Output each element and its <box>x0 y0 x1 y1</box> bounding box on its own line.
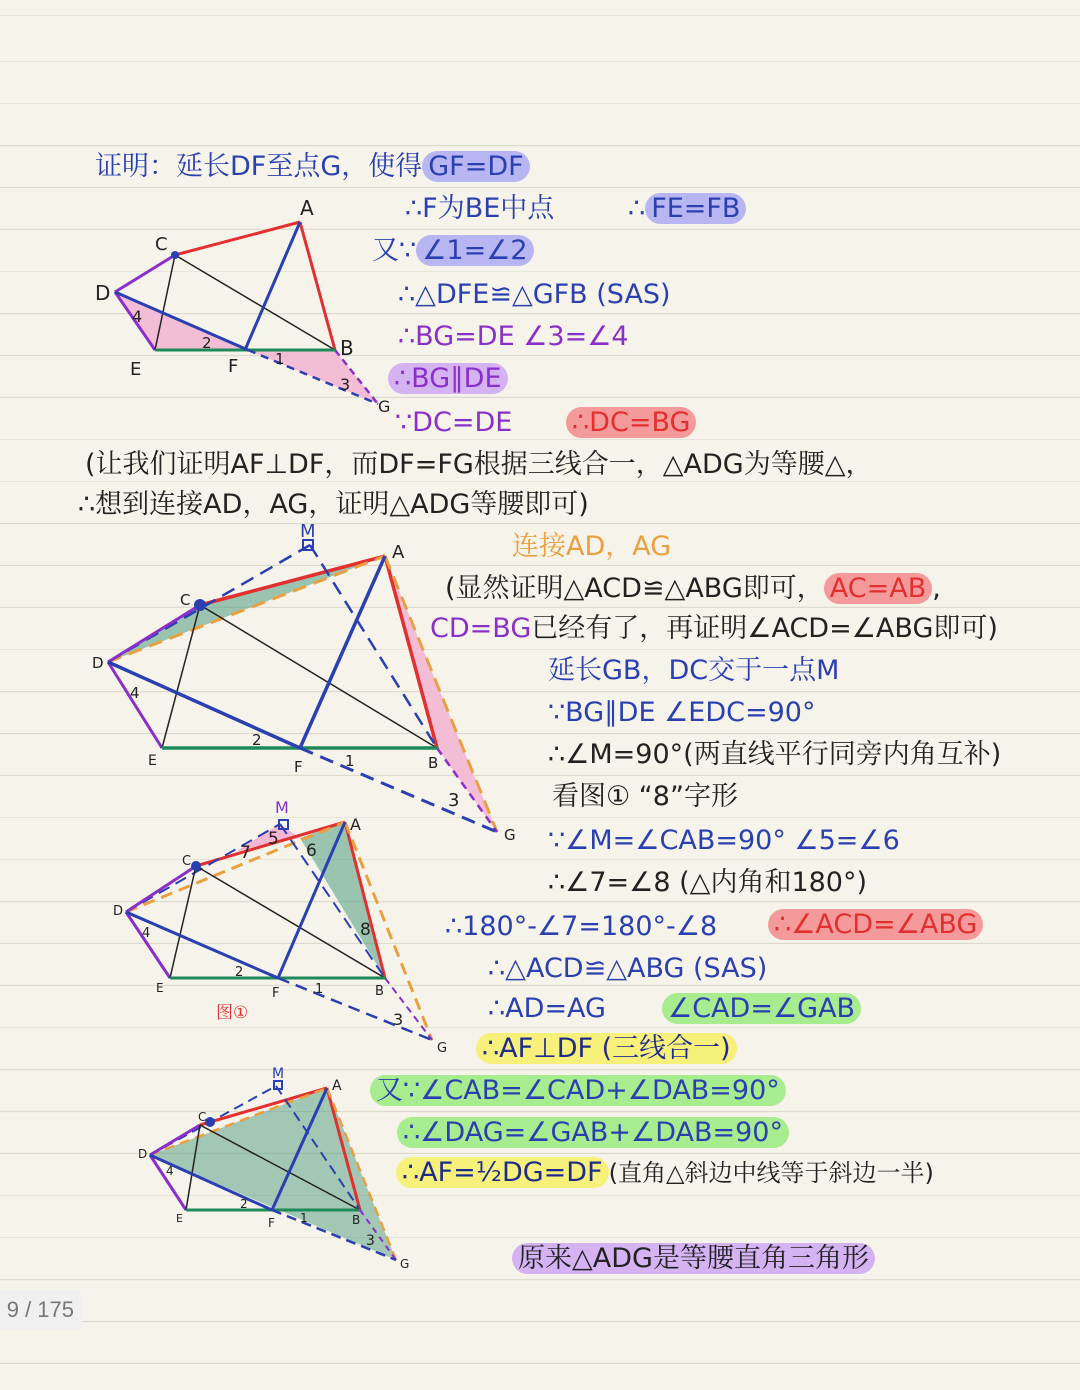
step2-line-2 <box>430 612 998 646</box>
fig3-label-c: C <box>182 854 192 869</box>
fig2-angle-4: 4 <box>130 684 140 702</box>
step2-line-11: ∴AD=AG <box>488 993 606 1024</box>
fig3-label-b: B <box>375 984 384 999</box>
proof-line-3 <box>372 234 534 268</box>
step2-line-14 <box>397 1116 789 1150</box>
fig4-label-g: G <box>400 1257 410 1271</box>
figure-1 <box>95 196 390 416</box>
fig1-label-e: E <box>130 359 142 380</box>
fig2-label-b: B <box>428 754 439 772</box>
step2-line-14-highlight: ∴∠DAG=∠GAB+∠DAB=90° <box>397 1117 789 1148</box>
step2-line-16 <box>512 1242 875 1276</box>
fig3-label-e: E <box>156 981 164 995</box>
step2-line-13 <box>370 1074 786 1108</box>
fig1-angle-3: 3 <box>340 375 351 394</box>
step2-line-12 <box>476 1032 737 1066</box>
step2-line-7: ∵∠M=∠CAB=90° ∠5=∠6 <box>548 825 900 856</box>
step2-line-16-highlight: 原来△ADG是等腰直角三角形 <box>512 1243 875 1274</box>
step2-line-1-text: (显然证明△ACD≌△ABG即可， <box>445 573 824 604</box>
proof-line-2a: ∴F为BE中点 <box>405 193 555 224</box>
note-line-2: ∴想到连接AD，AG，证明△ADG等腰即可) <box>78 489 589 520</box>
fig4-label-d: D <box>138 1147 148 1161</box>
figure-4 <box>138 1066 409 1271</box>
proof-line-4: ∴△DFE≌△GFB (SAS) <box>398 279 671 310</box>
step2-line-10: ∴△ACD≌△ABG (SAS) <box>488 953 768 984</box>
step2-line-15-text: (直角△斜边中线等于斜边一半) <box>608 1159 934 1187</box>
fig4-angle-1: 1 <box>300 1211 308 1225</box>
fig3-angle-3: 3 <box>393 1010 404 1029</box>
step2-line-4: ∵BG∥DE ∠EDC=90° <box>548 697 816 728</box>
fig4-angle-2: 2 <box>240 1197 248 1211</box>
step2-line-5: ∴∠M=90°(两直线平行同旁内角互补) <box>548 739 1002 770</box>
fig3-label-a: A <box>350 815 361 834</box>
proof-line-1 <box>95 150 530 184</box>
step2-line-1 <box>445 572 941 606</box>
fig1-label-d: D <box>95 281 111 305</box>
fig3-angle-1: 1 <box>315 982 324 997</box>
step2-line-3: 延长GB，DC交于一点M <box>548 655 840 686</box>
fig1-label-b: B <box>340 336 354 360</box>
step2-connect: 连接AD，AG <box>512 531 672 562</box>
step2-line-2-purple: CD=BG <box>430 613 532 644</box>
fig1-label-c: C <box>155 234 168 255</box>
fig2-label-e: E <box>148 753 157 769</box>
figure-3 <box>113 798 447 1056</box>
fig4-label-m: M <box>272 1066 285 1082</box>
fig3-label-f: F <box>272 986 280 1001</box>
fig1-label-g: G <box>378 397 391 416</box>
proof-line-2b-highlight: FE=FB <box>645 193 746 224</box>
page-indicator: 9 / 175 <box>0 1290 82 1330</box>
proof-line-6-highlight: ∴BG∥DE <box>388 363 508 394</box>
fig2-angle-2: 2 <box>252 731 262 749</box>
step2-line-6: 看图① “8”字形 <box>552 781 738 812</box>
fig1-label-f: F <box>228 356 239 377</box>
fig3-label-g: G <box>437 1041 448 1056</box>
fig2-angle-3: 3 <box>448 790 460 811</box>
fig4-label-c: C <box>198 1110 207 1124</box>
fig2-label-m: M <box>300 521 316 542</box>
fig4-angle-4: 4 <box>166 1164 174 1178</box>
step2-line-12-highlight: ∴AF⊥DF (三线合一) <box>476 1033 737 1064</box>
fig4-teal-triangle-adg <box>150 1088 396 1260</box>
fig1-label-a: A <box>300 196 314 220</box>
step2-line-11-conclusion <box>662 992 861 1026</box>
fig3-angle-4: 4 <box>142 926 151 941</box>
fig4-label-f: F <box>268 1216 275 1230</box>
fig3-angle-5: 5 <box>268 829 279 849</box>
proof-line-3-highlight: ∠1=∠2 <box>416 235 533 266</box>
fig3-angle-8: 8 <box>360 920 371 940</box>
fig3-label-m: M <box>275 798 289 817</box>
proof-line-1-text: 证明：延长DF至点G，使得 <box>95 151 423 182</box>
step2-line-15 <box>396 1156 934 1190</box>
fig3-angle-2: 2 <box>235 965 244 980</box>
fig2-label-g: G <box>504 826 516 844</box>
proof-line-3-text: 又∵ <box>372 235 417 266</box>
fig2-label-f: F <box>294 758 303 776</box>
fig2-label-d: D <box>92 654 104 672</box>
figure-1-caption: 图① <box>216 1003 249 1023</box>
fig2-angle-1: 1 <box>345 752 355 770</box>
proof-line-7-highlight: ∴DC=BG <box>566 407 696 438</box>
step2-line-1-highlight: AC=AB <box>824 573 932 604</box>
step2-line-11-highlight: ∠CAD=∠GAB <box>662 993 861 1024</box>
proof-line-5: ∴BG=DE ∠3=∠4 <box>398 321 629 352</box>
figure-2 <box>92 521 516 844</box>
proof-line-1-highlight: GF=DF <box>422 151 529 182</box>
fig4-angle-3: 3 <box>366 1233 375 1249</box>
note-line-1: (让我们证明AF⊥DF，而DF=FG根据三线合一，△ADG为等腰△， <box>85 449 873 480</box>
fig2-label-c: C <box>180 591 191 609</box>
proof-line-7-conclusion <box>566 406 696 440</box>
step2-line-15-highlight: ∴AF=½DG=DF <box>396 1157 609 1188</box>
fig4-label-a: A <box>332 1078 342 1094</box>
step2-line-9-conclusion <box>768 908 983 942</box>
fig1-angle-4: 4 <box>132 307 143 326</box>
proof-line-2b-text: ∴ <box>628 193 646 224</box>
fig4-label-b: B <box>352 1213 361 1227</box>
step2-line-9: ∴180°-∠7=180°-∠8 <box>445 911 718 942</box>
fig2-label-a: A <box>392 542 405 563</box>
step2-line-13-highlight: 又∵∠CAB=∠CAD+∠DAB=90° <box>370 1075 786 1106</box>
fig1-angle-1: 1 <box>275 350 285 368</box>
fig3-angle-6: 6 <box>306 841 317 861</box>
fig3-label-d: D <box>113 904 124 919</box>
proof-line-6 <box>388 362 508 396</box>
fig1-angle-2: 2 <box>202 334 212 352</box>
step2-line-1-suffix: , <box>932 573 941 604</box>
fig4-label-e: E <box>176 1212 183 1225</box>
step2-line-2-text: 已经有了，再证明∠ACD=∠ABG即可) <box>531 613 998 644</box>
fig3-angle-7: 7 <box>240 843 251 863</box>
step2-line-8: ∴∠7=∠8 (△内角和180°) <box>548 867 868 898</box>
proof-line-7: ∵DC=DE <box>395 407 513 438</box>
step2-line-9-highlight: ∴∠ACD=∠ABG <box>768 909 983 940</box>
proof-line-2b <box>628 192 746 226</box>
